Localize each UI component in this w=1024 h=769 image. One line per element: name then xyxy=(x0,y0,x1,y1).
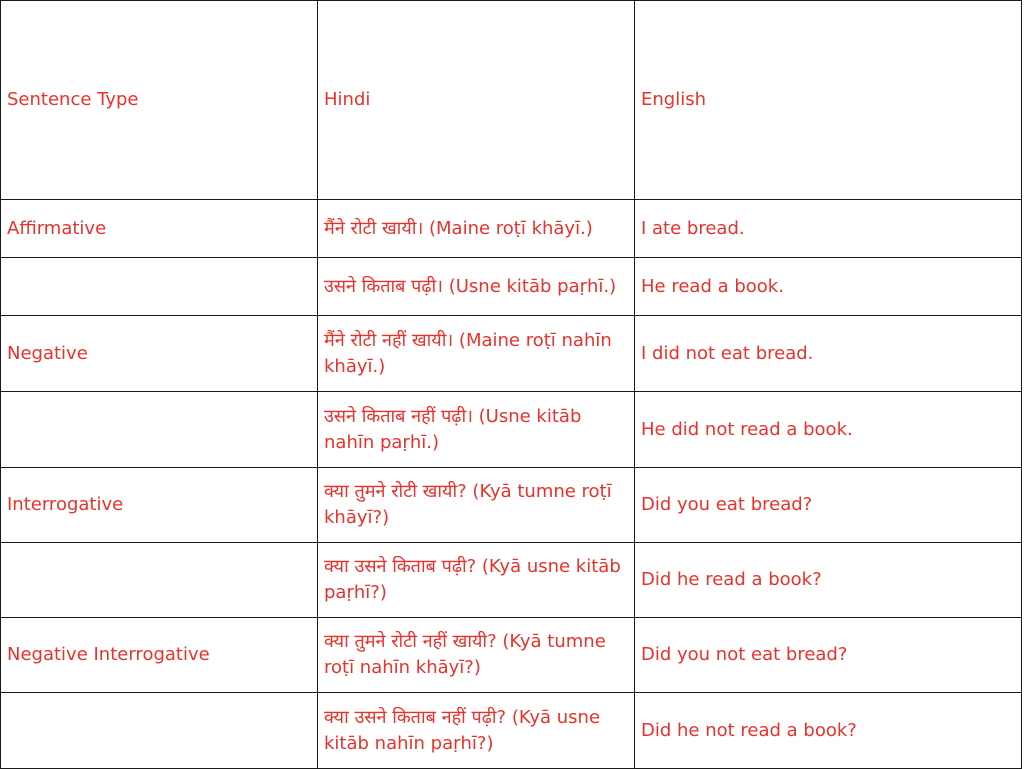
table-row xyxy=(1,258,1022,316)
cell-hindi: उसने किताब नहीं पढ़ी। (Usne kitāb nahīn paṛhī.) xyxy=(318,392,635,468)
table-row xyxy=(1,392,1022,468)
cell-hindi: क्या तुमने रोटी नहीं खायी? (Kyā tumne roṭī nahīn khāyī?) xyxy=(318,618,635,693)
table-row xyxy=(1,316,1022,392)
table-header-row xyxy=(1,1,1022,200)
cell-english: I ate bread. xyxy=(635,200,1022,258)
cell-hindi: उसने किताब पढ़ी। (Usne kitāb paṛhī.) xyxy=(318,258,635,316)
cell-sentence-type xyxy=(1,543,318,618)
header-hindi: Hindi xyxy=(318,1,635,200)
header-sentence-type: Sentence Type xyxy=(1,1,318,200)
table-row xyxy=(1,693,1022,769)
cell-hindi: मैंने रोटी नहीं खायी। (Maine roṭī nahīn khāyī.) xyxy=(318,316,635,392)
cell-sentence-type xyxy=(1,258,318,316)
cell-english: Did he not read a book? xyxy=(635,693,1022,769)
cell-english: Did you eat bread? xyxy=(635,468,1022,543)
cell-sentence-type: Negative xyxy=(1,316,318,392)
cell-sentence-type: Interrogative xyxy=(1,468,318,543)
table-row xyxy=(1,200,1022,258)
cell-sentence-type: Negative Interrogative xyxy=(1,618,318,693)
cell-hindi: क्या उसने किताब पढ़ी? (Kyā usne kitāb paṛhī?) xyxy=(318,543,635,618)
cell-english: Did he read a book? xyxy=(635,543,1022,618)
table-row xyxy=(1,468,1022,543)
table-row xyxy=(1,543,1022,618)
cell-hindi: क्या उसने किताब नहीं पढ़ी? (Kyā usne kitāb nahīn paṛhī?) xyxy=(318,693,635,769)
cell-sentence-type xyxy=(1,392,318,468)
cell-english: I did not eat bread. xyxy=(635,316,1022,392)
cell-hindi: मैंने रोटी खायी। (Maine roṭī khāyī.) xyxy=(318,200,635,258)
cell-sentence-type: Affirmative xyxy=(1,200,318,258)
cell-sentence-type xyxy=(1,693,318,769)
cell-english: He read a book. xyxy=(635,258,1022,316)
header-english: English xyxy=(635,1,1022,200)
cell-english: Did you not eat bread? xyxy=(635,618,1022,693)
cell-hindi: क्या तुमने रोटी खायी? (Kyā tumne roṭī khāyī?) xyxy=(318,468,635,543)
cell-english: He did not read a book. xyxy=(635,392,1022,468)
table-row xyxy=(1,618,1022,693)
